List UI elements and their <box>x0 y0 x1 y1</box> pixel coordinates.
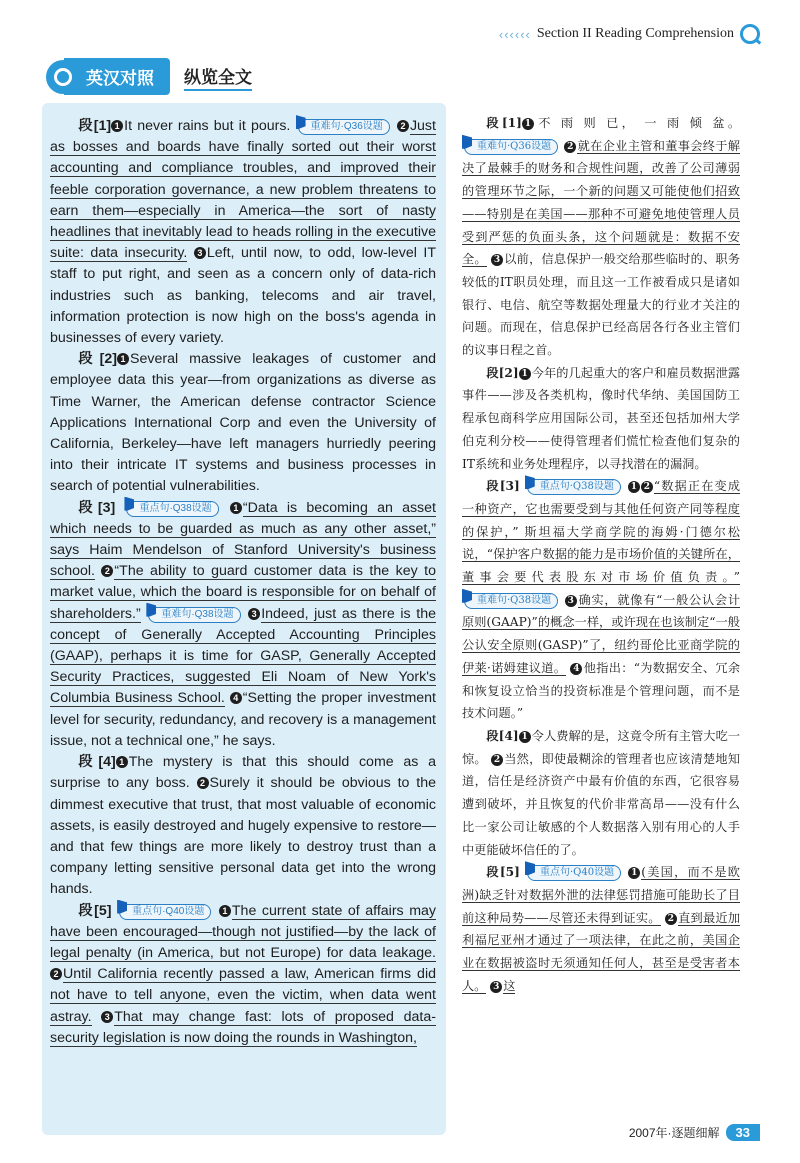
sentence-number: 4 <box>570 663 582 675</box>
question-flag-q36: 重难句·Q36设题 <box>464 139 558 155</box>
cn-paragraph-4 <box>462 725 740 861</box>
sentence-number: 2 <box>641 481 653 493</box>
sentence: 令人费解的是，这竟令所有主管大吃一惊。 <box>462 728 741 766</box>
sentence-number: 3 <box>565 595 577 607</box>
question-flag-q40: 重点句·Q40设题 <box>527 865 621 881</box>
sentence: 今年的几起重大的客户和雇员数据泄露事件——涉及各类机构，像时代华纳、美国国防工程承包商科学应用国际公司，甚至还包括加州大学伯克利分校——使得管理者们慌忙检查他们复杂的IT系统和业务处理程序，以寻找潜在的漏洞。 <box>462 365 741 471</box>
sentence-underlined: (美国，而不是欧洲)缺乏针对数据外泄的法律惩罚措施可能助长了目前这种局势——尽管还未得到证实。 <box>462 865 740 925</box>
sentence: 他指出：“为数据安全、冗余和恢复设立恰当的投资标准是个管理问题，而不是技术问题。” <box>462 660 741 721</box>
en-paragraph-1 <box>50 116 436 349</box>
sentence-number: 4 <box>230 692 242 704</box>
sentence-number: 1 <box>219 905 231 917</box>
sentence-number: 2 <box>491 754 503 766</box>
sentence-number: 1 <box>519 731 531 743</box>
en-paragraph-2 <box>50 349 436 497</box>
paragraph-label: 段[2] <box>78 351 118 368</box>
en-paragraph-4 <box>50 752 436 900</box>
cn-paragraph-5 <box>462 861 740 997</box>
sentence-number: 1 <box>111 120 123 132</box>
sentence-underlined: The current state of affairs may have been encouraged—though not justified—by the lack of legal penalty (in America, but not Europe) for data leakage. <box>50 902 437 961</box>
paragraph-label: 段[1] <box>486 116 522 130</box>
cn-paragraph-3 <box>462 475 740 725</box>
question-flag-q38: 重难句·Q38设题 <box>148 607 240 623</box>
sentence-number: 2 <box>50 968 62 980</box>
sentence: The mystery is that this should come as a surprise to any boss. <box>50 754 436 792</box>
en-paragraph-5 <box>50 901 436 1049</box>
question-flag-q38: 重点句·Q38设题 <box>126 501 218 517</box>
sentence-number: 2 <box>197 777 209 789</box>
sentence-number: 2 <box>101 565 113 577</box>
chinese-text <box>462 112 740 997</box>
sentence-underlined: “数据正在变成一种资产，它也需要受到与其他任何资产同等程度的保护，” 斯坦福大学商学院的海姆·门德尔松说，“保护客户数据的能力是市场价值的关键所在，董事会要代表股东对市场价值负责。” <box>462 479 741 585</box>
sentence-number: 3 <box>194 247 206 259</box>
sentence: “Setting the proper investment level for security, redundancy, and recovery is a management issue, not a technical one,” he says. <box>50 690 436 749</box>
sentence-number: 2 <box>564 141 576 153</box>
page-footer <box>629 1124 760 1141</box>
question-flag-q38: 重点句·Q38设题 <box>527 479 621 495</box>
paragraph-label: 段[5] <box>78 902 112 919</box>
section-tag <box>46 58 252 95</box>
sentence: Surely it should be obvious to the dimmest executive that trust, that most valuable of economic assets, is easily destroyed and hugely expensive to restore—and that few things are more likely to destroy trust than a company letting sensitive personal data get into the wrong hands. <box>50 775 436 898</box>
sentence-underlined: “Data is becoming an asset which needs to be guarded as much as any other asset,” says Haim Mendelson of Stanford University's business school. <box>50 499 436 580</box>
sentence: Several massive leakages of customer and employee data this year—from organizations as diverse as Time Warner, the American defense contractor Science Applications International Corp and even the University of California, Berkeley—have left managers hurriedly peering into their intricate IT systems and business processes in search of potential vulnerabilities. <box>50 351 437 495</box>
tag-sub-label: 纵览全文 <box>184 63 252 91</box>
sentence-number: 3 <box>248 608 260 620</box>
sentence: Left, until now, to odd, low-level IT staff to put right, and seen as a concern only of data-rich industries such as banking, telecoms and air travel, information protection is now high on the boss's agenda in businesses of every variety. <box>50 245 436 347</box>
sentence-number: 1 <box>522 118 534 130</box>
en-paragraph-3 <box>50 498 436 752</box>
sentence-number: 1 <box>628 867 640 879</box>
paragraph-label: 段[3] <box>486 479 520 494</box>
footer-title: 2007年·逐题细解 <box>628 1126 720 1140</box>
sentence: 当然，即使最糊涂的管理者也应该清楚地知道，信任是经济资产中最有价值的东西，它很容易遭到破坏，并且恢复的代价非常高昂——没有什么比一家公司让敏感的个人数据落入别有用心的人手中更能破坏信任的了。 <box>462 751 741 857</box>
section-title: Section II Reading Comprehension <box>536 26 734 41</box>
sentence: 不 雨 则 已， 一 雨 倾 盆。 <box>534 116 741 130</box>
sentence-underlined: Indeed, just as there is the concept of Generally Accepted Accounting Principles (GAAP), perhaps it is time for GASP, Generally Accepted Security Practices, suggested Eli Noam of New York's Columbia Business School. <box>50 605 436 707</box>
sentence-number: 3 <box>491 254 503 266</box>
sentence: It never rains but it pours. <box>124 118 291 134</box>
sentence-underlined: 直到最近加利福尼亚州才通过了一项法律，在此之前，美国企业在数据被盗时无须通知任何人，甚至是受害者本人。 <box>462 910 741 993</box>
sentence-underlined: 确实，就像有“一般公认会计原则(GAAP)”的概念一样，或许现在也该制定“一般公认安全原则(GASP)”了，纽约哥伦比亚商学院的伊莱·诺姆建议道。 <box>462 592 741 675</box>
sentence-underlined: That may change fast: lots of proposed data-security legislation is now doing the rounds in Washington, <box>50 1008 436 1046</box>
sentence-number: 1 <box>116 756 128 768</box>
question-flag-q40: 重点句·Q40设题 <box>119 904 211 920</box>
sentence-underlined: 就在企业主管和董事会终于解决了最棘手的财务和合规性问题，改善了公司薄弱的管理环节之际，一个新的问题又可能使他们招致——特别是在美国——那种不可避免地使管理人员受到严惩的负面头条，这个问题就是：数据不安全。 <box>462 138 741 267</box>
paragraph-label: 段[4] <box>78 754 116 771</box>
english-text <box>50 116 436 1049</box>
question-flag-q38: 重难句·Q38设题 <box>464 593 558 609</box>
sentence-number: 2 <box>397 120 409 132</box>
sentence-number: 1 <box>628 481 640 493</box>
sentence-number: 3 <box>490 981 502 993</box>
paragraph-label: 段[1] <box>78 118 112 134</box>
paragraph-label: 段[5] <box>486 865 520 880</box>
sentence-number: 3 <box>101 1011 113 1023</box>
sentence-number: 1 <box>519 368 531 380</box>
sentence-number: 1 <box>117 353 129 365</box>
sentence-number: 2 <box>665 913 677 925</box>
sentence-underlined: “The ability to guard customer data is the key to market value, which the board is responsible for on behalf of shareholders.” <box>50 563 436 622</box>
paragraph-label: 段[3] <box>78 499 116 516</box>
paragraph-label: 段[2] <box>486 365 519 380</box>
magnifier-icon <box>740 24 760 44</box>
sentence-underlined: 这 <box>503 978 516 993</box>
page-number: 33 <box>726 1124 760 1141</box>
search-icon <box>46 60 80 94</box>
question-flag-q36: 重难句·Q36设题 <box>298 119 390 135</box>
tag-main-label: 英汉对照 <box>64 58 170 95</box>
cn-paragraph-2 <box>462 362 740 476</box>
chevrons-icon: ‹‹‹‹‹‹ <box>498 26 531 42</box>
sentence-number: 1 <box>230 502 242 514</box>
sentence: 以前，信息保护一般交给那些临时的、职务较低的IT职员处理，而且这一工作被看成只是诸如银行、电信、航空等数据处理量大的行业才关注的问题。而现在，信息保护已经高居各行各业主管们的议事日程之首。 <box>462 252 741 358</box>
sentence-underlined: Until California recently passed a law, American firms did not have to tell anyone, even the victim, when data went astray. <box>50 966 436 1025</box>
cn-paragraph-1 <box>462 112 740 362</box>
sentence-underlined: Just as bosses and boards have finally sorted out their worst accounting and compliance troubles, and improved their feeble corporation governance, a new problem threatens to earn them—especially in America—the sort of nasty headlines that inevitably lead to heads rolling in the executive suite: data insecurity. <box>50 118 436 262</box>
running-header <box>499 24 760 44</box>
paragraph-label: 段[4] <box>486 728 519 743</box>
